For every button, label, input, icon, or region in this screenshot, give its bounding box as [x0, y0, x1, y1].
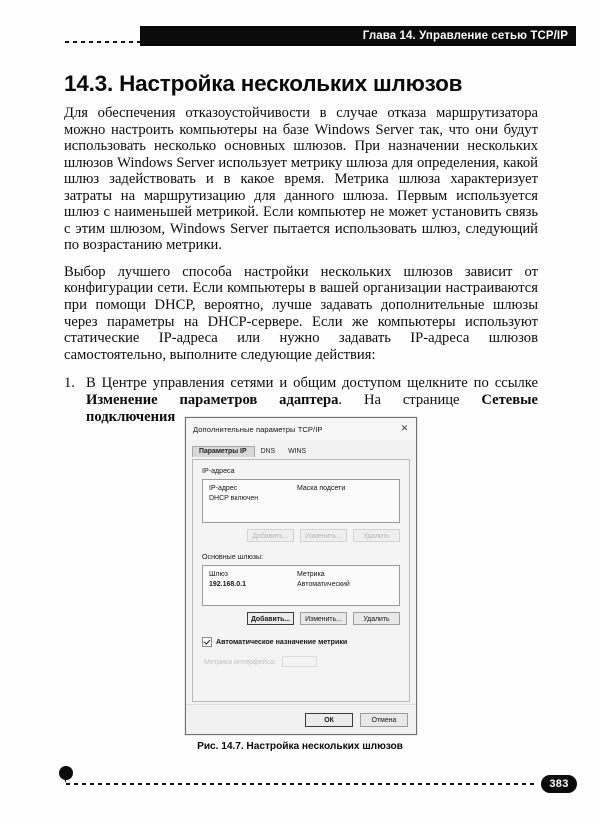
gateway-button-row	[202, 612, 400, 625]
ok-button[interactable]: ОК	[305, 713, 353, 727]
ip-row-address: DHCP включен	[209, 495, 259, 502]
section-title: 14.3. Настройка нескольких шлюзов	[64, 71, 463, 97]
ip-button-row	[202, 529, 400, 542]
tab-dns[interactable]: DNS	[260, 448, 276, 455]
ip-row-mask	[297, 494, 393, 504]
close-icon[interactable]: ✕	[400, 422, 409, 433]
tab-wins[interactable]: WINS	[288, 448, 307, 455]
gateway-remove-button[interactable]: Удалить	[353, 612, 400, 625]
chapter-header-bar	[140, 26, 576, 46]
gateway-edit-button[interactable]: Изменить...	[300, 612, 347, 625]
gateway-column-gateway: Шлюз	[209, 571, 228, 578]
list-item-bold-2: Сетевые подключения	[86, 392, 538, 425]
gateways-listbox[interactable]	[202, 565, 400, 606]
body-text-column	[64, 105, 538, 426]
ip-edit-button[interactable]: Изменить...	[300, 529, 347, 542]
running-header	[0, 26, 600, 48]
automatic-metric-label: Автоматическое назначение метрики	[216, 638, 348, 646]
dialog-titlebar	[186, 418, 416, 440]
default-gateways-label: Основные шлюзы:	[202, 553, 264, 561]
automatic-metric-row[interactable]	[202, 637, 400, 647]
figure-caption: Рис. 14.7. Настройка нескольких шлюзов	[197, 741, 403, 752]
gateway-row-address: 192.168.0.1	[209, 581, 246, 588]
dialog-footer	[186, 704, 416, 734]
table-row[interactable]	[209, 580, 393, 590]
interface-metric-row	[202, 656, 400, 667]
ip-settings-pane	[192, 459, 410, 702]
list-item-marker: 1.	[64, 375, 75, 392]
tcpip-advanced-settings-dialog	[185, 417, 417, 735]
list-item-text-1: В Центре управления сетями и общим доступом щелкните по ссылке	[86, 375, 538, 392]
ip-addresses-label: IP-адреса	[202, 467, 235, 475]
chapter-running-title: Глава 14. Управление сетью TCP/IP	[362, 30, 568, 42]
footer-dashed-rule	[66, 783, 537, 785]
list-item-text-2: . На странице	[338, 392, 482, 408]
gateway-row-metric: Автоматический	[297, 581, 350, 588]
gateway-column-metric: Метрика	[297, 571, 325, 578]
ip-column-address: IP-адрес	[209, 485, 238, 492]
header-dashed-rule	[65, 41, 143, 43]
ip-add-button[interactable]: Добавить...	[247, 529, 294, 542]
page-footer	[0, 766, 600, 800]
paragraph-1: Для обеспечения отказоустойчивости в случае отказа маршрутизатора можно настроить компьютеры на базе Windows Server так, что они будут использовать несколько основных шлюзов. При назначении нескольких шлюзов Windows Server использует метрику шлюза для определения, какой шлюз задействовать и в какое время. Метрика шлюза характеризует затраты на маршрутизацию для данного шлюза. Первым используется шлюз с наименьшей метрикой. Если компьютер не может установить связь с этим шлюзом, Windows Server пытается использовать шлюз, следующий по возрастанию метрики.	[64, 105, 538, 254]
paragraph-2: Выбор лучшего способа настройки нескольких шлюзов зависит от конфигурации сети. Если компьютеры в вашей организации настраиваются при помощи DHCP, вероятно, лучше задавать дополнительные шлюзы через параметры на DHCP-сервере. Если же компьютеры используют статические IP-адреса или нужно задавать IP-адреса шлюзов самостоятельно, выполните следующие действия:	[64, 263, 538, 363]
ip-list-header	[209, 484, 393, 494]
footer-balloon-icon	[59, 766, 73, 780]
ip-remove-button[interactable]: Удалить	[353, 529, 400, 542]
dialog-title: Дополнительные параметры TCP/IP	[193, 424, 323, 434]
list-item-bold-1: Изменение параметров адаптера	[86, 392, 339, 408]
interface-metric-label: Метрика интерфейса:	[204, 657, 277, 666]
page-number-badge: 383	[541, 775, 577, 793]
table-row[interactable]	[209, 494, 393, 504]
tab-ip-settings[interactable]: Параметры IP	[192, 446, 255, 457]
ip-addresses-listbox[interactable]	[202, 479, 400, 523]
automatic-metric-checkbox[interactable]	[202, 637, 212, 647]
ip-column-mask: Маска подсети	[297, 485, 346, 492]
cancel-button[interactable]: Отмена	[360, 713, 408, 727]
gateway-add-button[interactable]: Добавить...	[247, 612, 294, 625]
figure-screenshot	[185, 417, 417, 735]
interface-metric-input[interactable]	[282, 656, 317, 667]
gateway-list-header	[209, 570, 393, 580]
dialog-tabstrip	[192, 442, 416, 457]
